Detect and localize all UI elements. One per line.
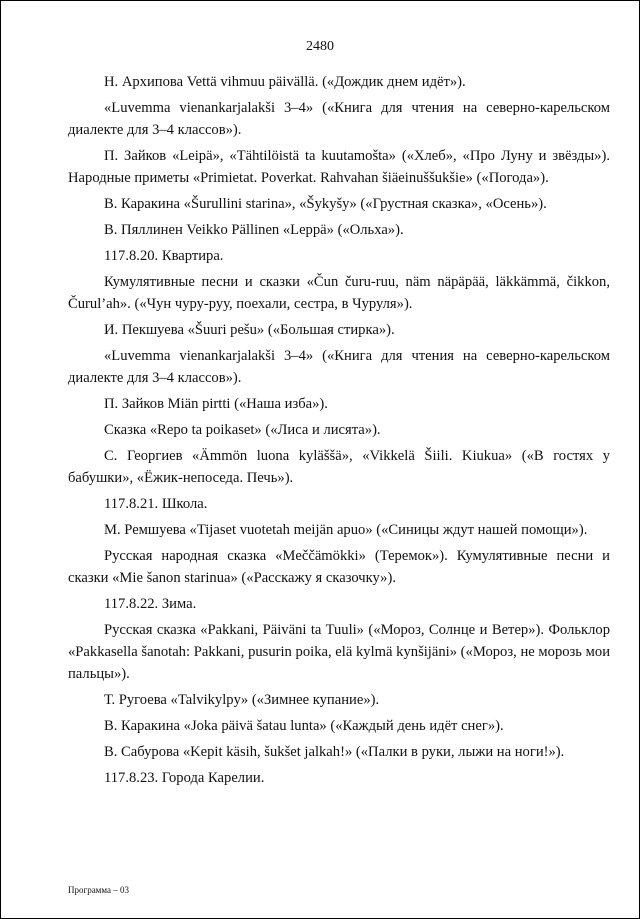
document-body [68,71,610,793]
paragraph: В. Сабурова «Kepit käsih, šukšet jalkah!» («Палки в руки, лыжи на ноги!»). [104,744,565,760]
paragraph: И. Пекшуева «Šuuri pešu» («Большая стирка»). [104,322,395,338]
section-heading: 117.8.23. Города Карелии. [104,770,265,786]
page-footer: Программа – 03 [68,885,130,895]
section-heading: 117.8.20. Квартира. [104,248,224,264]
paragraph: «Luvemma vienankarjalakši 3–4» («Книга для чтения на северно-карельском диалекте для 3–4 классов»). [68,348,610,386]
paragraph: В. Пяллинен Veikko Pällinen «Leppä» («Ольха»). [104,222,404,238]
paragraph: В. Каракина «Šurullini starina», «Šykyšy» («Грустная сказка», «Осень»). [104,196,547,212]
paragraph: Русская народная сказка «Meččämökki» (Теремок»). Кумулятивные песни и сказки «Mie šanon starinua» («Расскажу я сказочку»). [68,548,610,586]
paragraph: Т. Ругоева «Talvikylpy» («Зимнее купание»). [104,692,380,708]
paragraph: «Luvemma vienankarjalakši 3–4» («Книга для чтения на северно-карельском диалекте для 3–4 классов»). [68,100,610,138]
paragraph: Кумулятивные песни и сказки «Čun čuru-ruu, näm näpäpää, läkkämmä, čikkon, Čurul’ah». («Чун чуру-руу, поехали, сестра, в Чуруля»). [68,274,610,312]
paragraph: В. Каракина «Joka päivä šatau lunta» («Каждый день идёт снег»). [104,718,504,734]
page-number: 2480 [306,39,334,54]
paragraph: Русская сказка «Pakkani, Päiväni ta Tuuli» («Мороз, Солнце и Ветер»). Фольклор «Pakkasella šanotah: Pakkani, pusurin poika, elä kylmä kynšijäni» («Мороз, не морозь мои пальцы»). [68,622,610,682]
paragraph: П. Зайков «Leipä», «Tähtilöistä ta kuutamošta» («Хлеб», «Про Луну и звёзды»). Народные приметы «Primietat. Poverkat. Rahvahan šiäeinuššukšie» («Погода»). [68,148,610,186]
section-heading: 117.8.21. Школа. [104,496,208,512]
paragraph: Сказка «Repo ta poikaset» («Лиса и лисята»). [104,422,381,438]
paragraph: М. Ремшуева «Tijaset vuotetah meijän apuo» («Синицы ждут нашей помощи»). [104,522,588,538]
section-heading: 117.8.22. Зима. [104,596,197,612]
paragraph: С. Георгиев «Ämmön luona kyläššä», «Vikkelä Šiili. Kiukua» («В гостях у бабушки», «Ёжик-непоседа. Печь»). [68,448,610,486]
paragraph: П. Зайков Miän pirtti («Наша изба»). [104,396,328,412]
paragraph: Н. Архипова Vettä vihmuu päivällä. («Дождик днем идёт»). [104,74,466,90]
